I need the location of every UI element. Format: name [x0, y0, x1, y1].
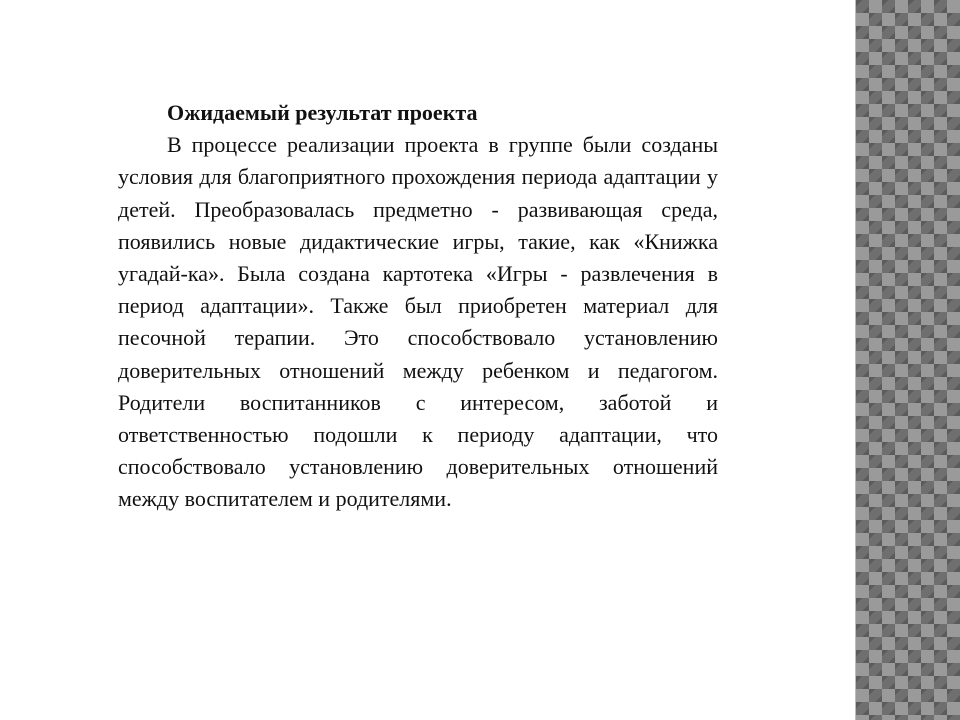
slide-paragraph: В процессе реализации проекта в группе были созданы условия для благоприятного прохождения периода адаптации у детей. Преобразовалась предметно - развивающая среда, появились новые дидактические игры, такие, как «Книжка угадай-ка». Была создана картотека «Игры - развлечения в период адаптации». Также был приобретен материал для песочной терапии. Это способствовало установлению доверительных отношений между ребенком и педагогом. Родители воспитанников с интересом, заботой и ответственностью подошли к периоду адаптации, что способствовало установлению доверительных отношений между воспитателем и родителями.: [118, 132, 718, 512]
text-block: [118, 97, 718, 516]
decorative-side-band: [855, 0, 960, 720]
slide-heading: Ожидаемый результат проекта: [167, 100, 478, 125]
